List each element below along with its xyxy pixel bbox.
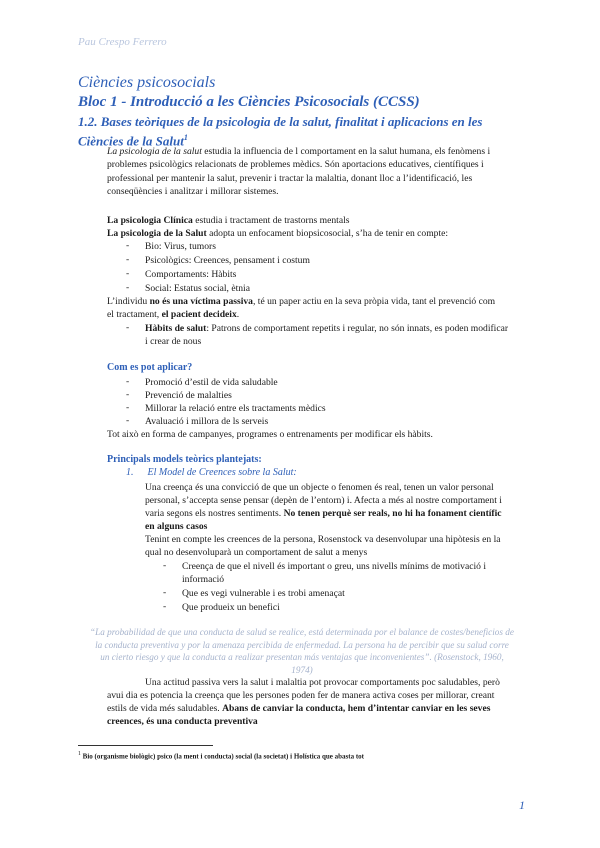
closing-line — [107, 702, 490, 715]
list-item: Comportaments: Hàbits — [145, 269, 237, 280]
list-item: Psicològics: Creences, pensament i costum — [145, 255, 310, 266]
closing-line: Una actitud passiva vers la salut i malaltia pot provocar comportaments poc saludables, però — [145, 677, 500, 688]
list-dash: - — [126, 389, 130, 400]
quote-citation: (Rosenstock, 1960, 1974) — [291, 652, 504, 675]
closing-l3-bold: Abans de canviar la conducta, hem d’intentar canviar en les seves — [222, 703, 491, 714]
habits-line-1 — [145, 322, 508, 335]
list-item: Prevenció de malalties — [145, 390, 232, 401]
salut-bold: La psicologia de la Salut — [107, 228, 207, 239]
model-1-heading — [126, 467, 297, 478]
individu-line2-pre: el tractament, — [107, 309, 162, 320]
clinica-text: estudia i tractament de trastorns mentals — [192, 215, 350, 226]
footnote-number: 1 — [78, 751, 81, 757]
individu-line-1 — [107, 295, 495, 308]
model-p1-l3-pre: varia segons els nostres sentiments. — [145, 508, 284, 519]
individu-mid: , té un paper actiu en la seva pròpia vida, tant el prevenció com — [252, 296, 496, 307]
condition-item: Que es vegi vulnerable i es trobi amenaçat — [182, 588, 345, 599]
list-dash: - — [126, 254, 130, 265]
list-dash: - — [126, 415, 130, 426]
model-p1-line: en alguns casos — [145, 521, 208, 532]
model-p1-l3-bold: No tenen perquè ser reals, no hi ha fonament científic — [283, 508, 502, 519]
individu-pre: L’individu — [107, 296, 150, 307]
individu-bold: no és una víctima passiva — [149, 296, 253, 307]
footnote — [78, 751, 364, 760]
quote-text: “La probabilidad de que una conducta de salud se realice, está determinada por el balance de costes/beneficios de la conducta preventiva y por la amenaza percibida de enfermedad. La persona ha de percibir que su salud corre un cierto riesgo y que la conducta a realizar presentan más ventajas que inconvenientes”. — [90, 627, 514, 663]
footnote-text: Bio (organisme biològic) psico (la ment i conducta) social (la societat) i Holística que abasta tot — [80, 752, 365, 761]
closing-line: creences, és una conducta preventiva — [107, 716, 258, 727]
condition-item: Que produeix un benefici — [182, 602, 280, 613]
clinica-bold: La psicologia Clínica — [107, 215, 193, 226]
aplicar-closing: Tot això en forma de campanyes, programes o entrenaments per modificar els hàbits. — [107, 429, 433, 440]
individu-line2-post: . — [236, 309, 240, 320]
salut-text: adopta un enfocament biopsicosocial, s’ha de tenir en compte: — [206, 228, 449, 239]
closing-line: avui dia es potencia la creença que les persones poden fer de manera activa coses per millorar, creant — [107, 690, 495, 701]
list-dash: - — [126, 376, 130, 387]
list-item: Avaluació i millora de ls serveis — [145, 416, 269, 427]
list-item: Social: Estatus social, ètnia — [145, 283, 250, 294]
closing-l3-pre: estils de vida més saludables. — [107, 703, 223, 714]
list-dash: - — [126, 268, 130, 279]
list-dash: - — [126, 282, 130, 293]
habits-bold: Hàbits de salut — [145, 323, 207, 334]
condition-item: informació — [182, 574, 225, 585]
model-p1-line: personal, s’accepta sense pensar (depèn de l’entorn) i. Afecta a més al nostre comportament i — [145, 495, 502, 506]
models-heading: Principals models teòrics plantejats: — [107, 454, 262, 465]
model-1-number: 1. — [126, 467, 134, 478]
model-p2-line: Tenint en compte les creences de la persona, Rosenstock va desenvolupar una hipòtesis en la — [145, 534, 501, 545]
block-title: Bloc 1 - Introducció a les Ciències Psicosocials (CCSS) — [78, 94, 420, 110]
section-title-text: 1.2. Bases teòriques de la psicologia de la salut, finalitat i aplicacions en les Ciències de la Salut — [78, 114, 483, 149]
list-dash: - — [163, 601, 167, 612]
intro-lead: La psicologia de la salut — [107, 146, 202, 157]
model-p2-line: qual no desenvoluparà un comportament de salut a menys — [145, 547, 368, 558]
aplicar-heading: Com es pot aplicar? — [107, 362, 193, 373]
list-item: Millorar la relació entre els tractaments mèdics — [145, 403, 326, 414]
list-dash: - — [126, 240, 130, 251]
model-1-title: El Model de Creences sobre la Salut: — [147, 467, 297, 478]
model-p1-line — [145, 507, 502, 520]
habits-line-2: i crear de nous — [145, 336, 202, 347]
condition-item: Creença de que el nivell és important o greu, uns nivells mínims de motivació i — [182, 561, 486, 572]
salut-line — [107, 227, 448, 240]
list-item: Bio: Virus, tumors — [145, 241, 216, 252]
clinica-line — [107, 214, 349, 227]
list-dash: - — [163, 560, 167, 571]
individu-line-2 — [107, 308, 239, 321]
intro-text: estudia la influencia de l comportament en la salut humana, els fenòmens i problemes psicològics relacionats de problemes mèdics. Són aportacions educatives, científiques i professional per mantenir la salut, prevenir i tractar la malaltia, donant lloc a l’identificació, les conseqüències i analitzar i millorar sistemes. — [107, 146, 491, 197]
footnote-ref[interactable]: 1 — [183, 133, 188, 142]
intro-paragraph — [107, 145, 507, 198]
rosenstock-quote — [90, 626, 514, 676]
subject-title: Ciències psicosocials — [78, 74, 216, 91]
individu-line2-bold: el pacient decideix — [161, 309, 237, 320]
list-item: Promoció d’estil de vida saludable — [145, 377, 278, 388]
list-dash: - — [126, 402, 130, 413]
header-author: Pau Crespo Ferrero — [78, 36, 167, 48]
footnote-divider — [78, 745, 213, 746]
page-number: 1 — [519, 798, 525, 812]
habits-text1: : Patrons de comportament repetits i regular, no són innats, es poden modificar — [206, 323, 509, 334]
list-dash: - — [163, 587, 167, 598]
model-p1-line: Una creença és una convicció de que un objecte o fenomen és real, tenen un valor personal — [145, 482, 494, 493]
list-dash: - — [126, 322, 130, 333]
